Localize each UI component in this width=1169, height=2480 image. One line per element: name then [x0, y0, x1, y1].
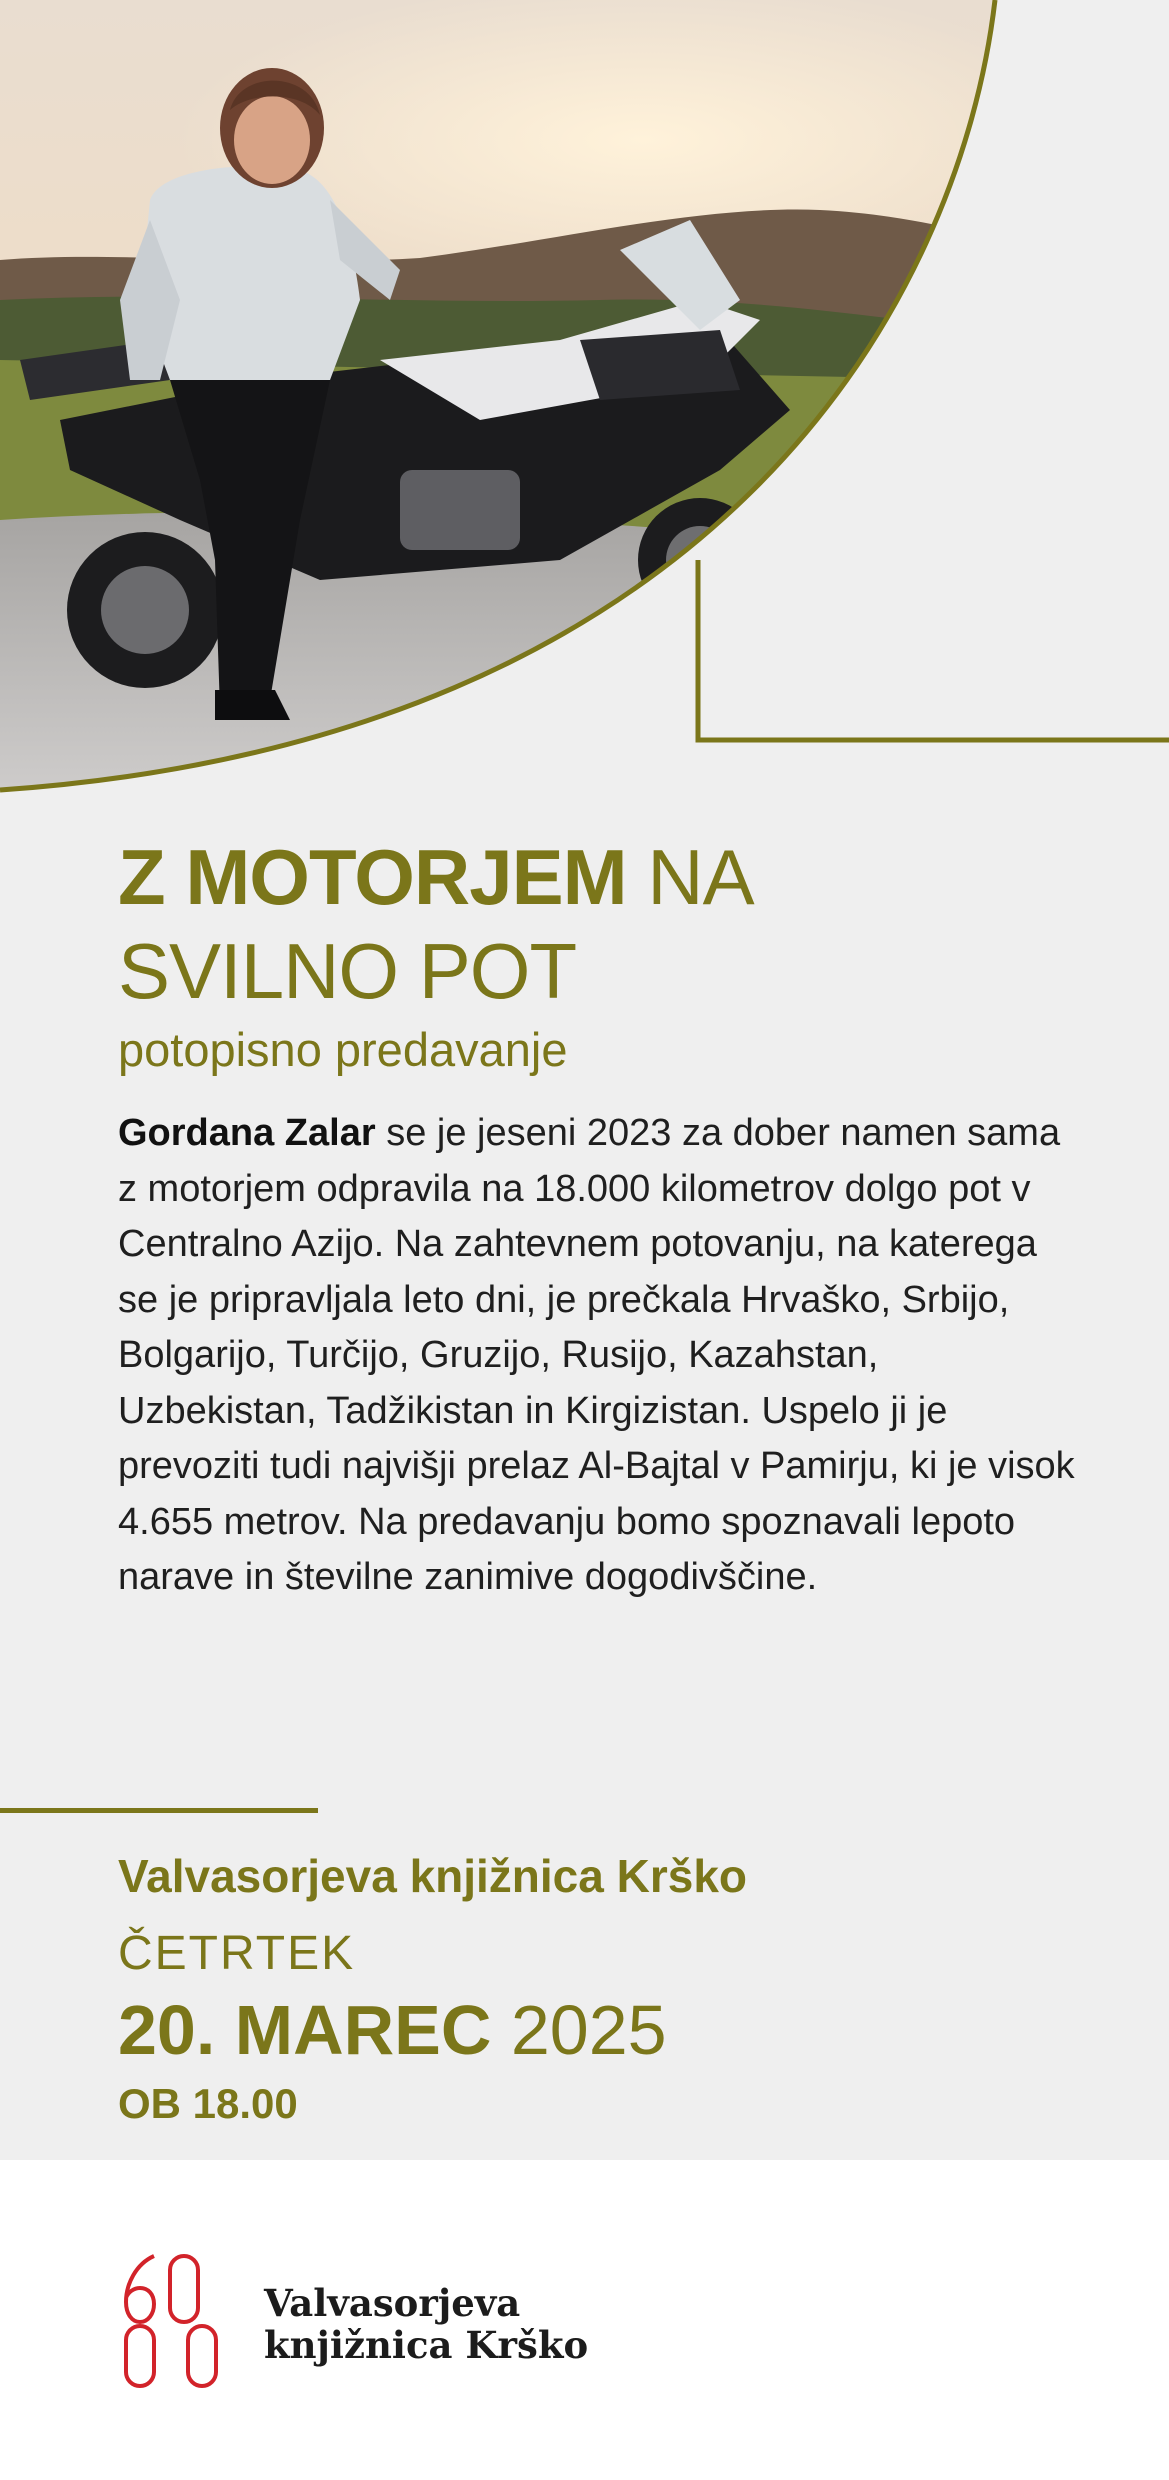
date-day-month: 20. MAREC: [118, 1991, 492, 2069]
speaker-name: Gordana Zalar: [118, 1112, 376, 1154]
section-divider: [0, 1808, 318, 1813]
library-name: [264, 2282, 588, 2366]
library-60-logo-icon: [118, 2250, 228, 2390]
event-description: [118, 1106, 1078, 1606]
event-weekday: ČETRTEK: [118, 1927, 356, 1980]
event-time: OB 18.00: [118, 2080, 298, 2127]
description-text: se je jeseni 2023 za dober namen sama z motorjem odpravila na 18.000 kilometrov dolgo pot v Centralno Azijo. Na zahtevnem potovanju, na katerega se je pripravljala leto dni, je prečkala Hrvaško, Srbijo, Bolgarijo, Turčijo, Gruzijo, Rusijo, Kazahstan, Uzbekistan, Tadžikistan in Kirgizistan. Uspelo ji je prevoziti tudi najvišji prelaz Al-Bajtal v Pamirju, ki je visok 4.655 metrov. Na predavanju bomo spoznavali lepoto narave in številne zanimive dogodivščine.: [118, 1112, 1075, 1598]
library-name-line-1: Valvasorjeva: [264, 2281, 521, 2325]
title-rest-2: SVILNO POT: [118, 927, 577, 1015]
library-name-line-2: knjižnica Krško: [264, 2323, 589, 2367]
hero-photo-motorcycle: [0, 0, 1169, 800]
date-year: 2025: [510, 1991, 667, 2069]
event-date: [118, 1988, 667, 2072]
event-title: [118, 830, 1118, 1018]
title-rest-1: NA: [647, 833, 754, 921]
event-subtitle: potopisno predavanje: [118, 1023, 568, 1076]
title-bold: Z MOTORJEM: [118, 833, 627, 921]
event-venue: Valvasorjeva knjižnica Krško: [118, 1850, 748, 1902]
